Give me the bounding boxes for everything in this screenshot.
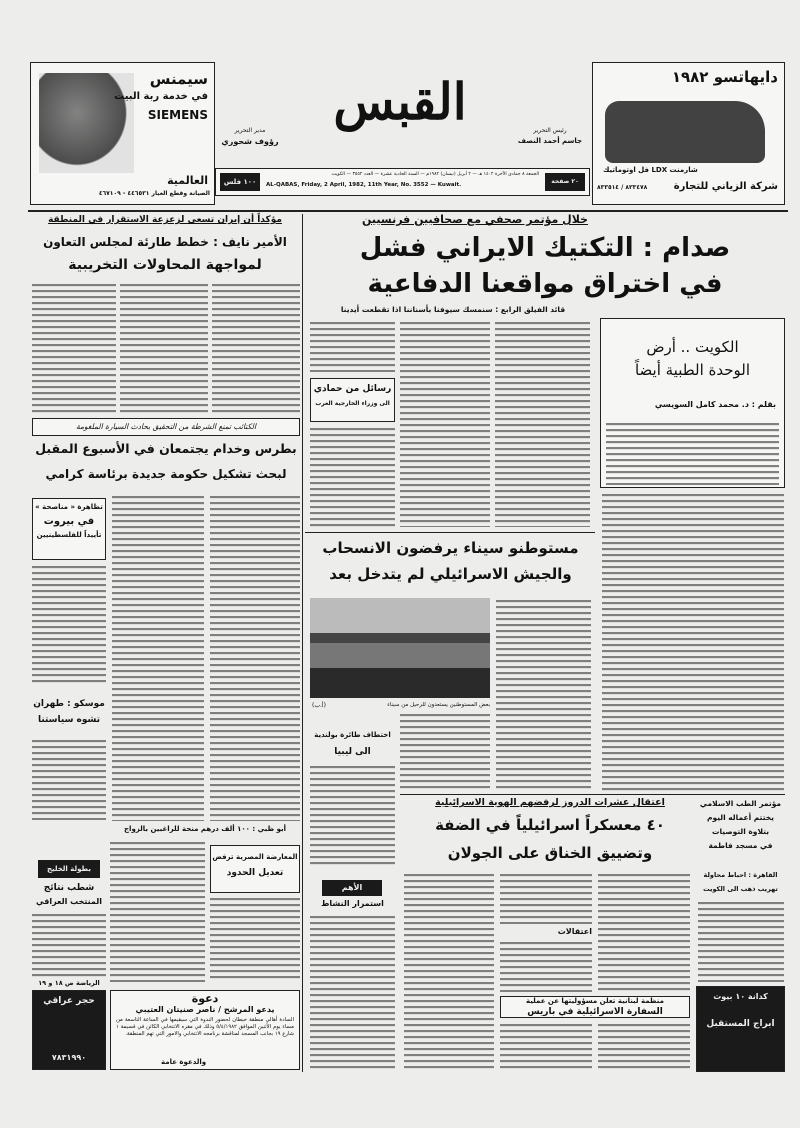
medicine-headline-1: مؤتمر الطب الاسلامي (699, 799, 782, 808)
sinai-photo-caption: بعض المستوطنين يستعدون للرحيل من سيناء (387, 702, 490, 708)
lebanon-headline-2: لبحث تشكيل حكومة جديدة برئاسة كرامي (45, 467, 287, 481)
demo-box (32, 498, 106, 560)
moscow-headline-1: موسكو : طهران (33, 699, 105, 709)
car-image (605, 101, 765, 163)
towers-ad (696, 986, 785, 1072)
medicine-headline-3: بتلاوة التوصيات (711, 827, 770, 836)
sinai-text-col-1 (496, 600, 591, 790)
saddam-headline-1: صدام : التكتيك الايراني فشل (359, 233, 731, 263)
druze-kicker: اعتقال عشرات الدروز لرفضهم الهوية الاسرائيلية (435, 797, 665, 808)
demo-headline-3: تأييداً للفلسطينيين (36, 530, 102, 539)
druze-subhead: اعتقالات (557, 927, 592, 936)
invitation-ad (110, 990, 300, 1070)
embassy-text-col-1 (598, 1024, 690, 1072)
kuwait-text-top (606, 423, 779, 485)
saddam-text-col-1 (495, 322, 590, 527)
medicine-headline-2: يختتم أعماله اليوم (707, 813, 774, 822)
kuwait-byline: بقلم : د. محمد كامل السويسي (654, 400, 776, 409)
invitation-title: دعوة (191, 992, 219, 1005)
siemens-title: سيمنس (149, 70, 208, 88)
druze-text-col-1 (598, 874, 690, 992)
egypt-box (210, 845, 300, 893)
abudhabi-headline: أبو ظبي : ١٠٠ ألف درهم منحة للراغبين بالزواج (124, 825, 286, 833)
masthead-rule (28, 210, 788, 212)
kuwait-text (602, 494, 784, 794)
invitation-caller: يدعو المرشح / ناصر صنيتان العتيبي (135, 1005, 275, 1015)
druze-text-col-3 (500, 942, 592, 992)
lebanon-headline-1: بطرس وخدام يجتمعان في الأسبوع المقبل (35, 441, 297, 456)
date-strip (215, 168, 590, 196)
stone-ad-phone: ٧٨٣١٩٩٠ (51, 1053, 87, 1063)
car-phones: ٨٣٣٤٧٨ / ٨٣٣٥١٤ (597, 184, 648, 191)
sinai-photo (310, 598, 490, 698)
kuwait-headline-2: الوحدة الطبية أيضاً (634, 360, 751, 379)
moscow-text (32, 740, 106, 820)
lebanon-kicker-box (32, 418, 300, 436)
siemens-slogan: في خدمة ربة البيت (114, 91, 208, 102)
ahram-headline: استمرار النشاط (321, 899, 384, 908)
lebanon-text-col-2 (112, 496, 204, 821)
medicine-headline-4: في مسجد فاطمة (708, 841, 773, 850)
cairo-headline-2: تهريب ذهب الى الكويت (703, 885, 778, 893)
gulf-headline-2: المنتخب العراقي (36, 897, 102, 906)
sinai-rule (305, 532, 595, 533)
saddam-text-col-3 (310, 322, 395, 372)
nayef-kicker: مؤكداً أن إيران تسعى لزعزعة الاستقرار في المنطقة (48, 215, 282, 225)
towers-ad-name: ابراج المستقبل (706, 1018, 775, 1029)
saddam-subhead: قائد الفيلق الرابع : سنمسك سيوفنا بأسناننا اذا تقطعت أيدينا (340, 305, 566, 314)
saddam-kicker: خلال مؤتمر صحفي مع صحافيين فرنسيين (362, 213, 588, 226)
demo-headline-2: في بيروت (43, 515, 95, 527)
sinai-photo-credit: (أ.ب) (312, 702, 326, 709)
sinai-text-col-2 (400, 714, 490, 792)
cairo-text (698, 902, 784, 982)
nayef-headline-2: لمواجهة المحاولات التخريبية (68, 257, 262, 273)
managing-editor-label: مدير التحرير (234, 127, 266, 134)
demo-headline-1: تظاهرة « مناصحة » (35, 503, 103, 511)
lebanon-text-col-1 (210, 496, 300, 821)
nayef-text-col-1 (212, 284, 300, 414)
siemens-brand: SIEMENS (147, 108, 208, 122)
druze-text-col-2 (500, 874, 592, 924)
saddam-text-col-2 (400, 322, 490, 527)
plane-text (310, 766, 395, 866)
price-badge: ١٠٠ فلس (220, 173, 260, 191)
gulf-text (32, 914, 106, 978)
gulf-headline-1: شطب نتائج (43, 883, 95, 893)
abudhabi-text (110, 842, 205, 982)
siemens-dealer: العالمية (167, 174, 208, 187)
nayef-text-col-2 (120, 284, 208, 414)
saddam-headline-2: في اختراق مواقعنا الدفاعية (367, 269, 723, 299)
vacuum-image (39, 73, 134, 173)
gulf-label: بطولة الخليج (38, 860, 100, 878)
editor-in-chief-label: رئيس التحرير (533, 127, 567, 134)
towers-ad-title: كدانة ١٠ بيوت (713, 992, 768, 1001)
daihatsu-ad (592, 62, 785, 205)
date-arabic: الجمعة ٨ جمادى الآخرة ١٤٠٢ هـ — ٢ أبريل (نيسان) ١٩٨٢م — السنة الحادية عشرة — العدد ٣٥٥٢ — الكويت (331, 172, 539, 177)
pages-badge: ٢٠ صفحة (545, 173, 585, 191)
cairo-headline-1: القاهرة : احباط محاولة (703, 871, 778, 879)
egypt-headline-1: المعارضة المصرية ترفض (212, 853, 298, 861)
sports-page-ref[interactable]: الرياضة ص ١٨ و ١٩ (38, 979, 100, 987)
embassy-headline: السفارة الاسرائيلية في باريس (527, 1007, 663, 1017)
siemens-service: الصيانة وقطع الغيار ٤٤٦٥٣١ - ٤٦٧١٠٩ (98, 190, 210, 197)
column-rule (302, 214, 303, 1072)
ahram-text (310, 916, 395, 1071)
hamadi-box (310, 378, 395, 422)
editor-in-chief: جاسم أحمد النصف (517, 137, 583, 145)
managing-editor: رؤوف شحوري (221, 137, 279, 146)
hamadi-headline-1: رسائل من حمادي (313, 384, 392, 394)
druze-headline-1: ٤٠ معسكراً اسرائيلياً في الضفة (435, 816, 665, 834)
plane-headline-1: اختطاف طائرة بولندية (314, 731, 391, 739)
druze-text-col-4 (404, 874, 494, 1071)
embassy-kicker: منظمة لبنانية تعلن مسؤوليتها عن عملية (526, 997, 664, 1005)
druze-rule (400, 794, 785, 795)
ahram-label: الأهم (322, 880, 382, 896)
nayef-text-col-3 (32, 284, 116, 414)
hamadi-text (310, 428, 395, 528)
hamadi-headline-2: الى وزراء الخارجية العرب (315, 399, 390, 407)
egypt-headline-2: تعديل الحدود (226, 867, 284, 878)
car-model: شارمنت LDX فل اوتوماتيك (603, 166, 698, 174)
kuwait-column (600, 318, 785, 488)
stone-ad (32, 990, 106, 1070)
nayef-headline-1: الأمير نايف : خطط طارئة لمجلس التعاون (43, 235, 287, 249)
egypt-text (210, 898, 300, 982)
car-dealer: شركة الزياني للتجارة (673, 181, 778, 192)
sinai-headline-2: والجيش الاسرائيلي لم يتدخل بعد (329, 565, 572, 583)
kuwait-headline-1: الكويت .. أرض (646, 338, 739, 356)
date-english: AL-QABAS, Friday, 2 April, 1982, 11th Year, No. 3552 — Kuwait. (266, 182, 462, 188)
embassy-text-col-2 (500, 1024, 592, 1072)
demo-text (32, 566, 106, 686)
plane-headline-2: الى ليبيا (334, 747, 371, 757)
car-ad-title: دايهاتسو ١٩٨٢ (671, 68, 778, 86)
siemens-ad (30, 62, 215, 205)
invitation-footer: والدعوة عامة (161, 1058, 207, 1066)
invitation-body: السادة أهالي منطقة خيطان لحضور الندوة التي سيقيمها في الساعة التاسعة من مساء يوم الأثنين الموافق ٥/٤/١٩٨٢ وذلك في مقره الانتخابي الكائن في قسيمة ١ شارع ١٩ بجانب المسجد لمناقشة برنامجه الانتخابي والامور التي تهم المنطقة. (116, 1016, 294, 1038)
sinai-headline-1: مستوطنو سيناء يرفضون الانسحاب (322, 539, 579, 557)
druze-headline-2: وتضييق الخناق على الجولان (447, 844, 653, 862)
moscow-headline-2: تشوه سياستنا (37, 715, 101, 725)
lebanon-kicker: الكتائب تمنع الشرطة من التحقيق بحادث السيارة الملغومة (75, 422, 257, 431)
newspaper-logo: القبس (333, 72, 467, 131)
stone-ad-title: حجر عراقي (43, 996, 95, 1006)
